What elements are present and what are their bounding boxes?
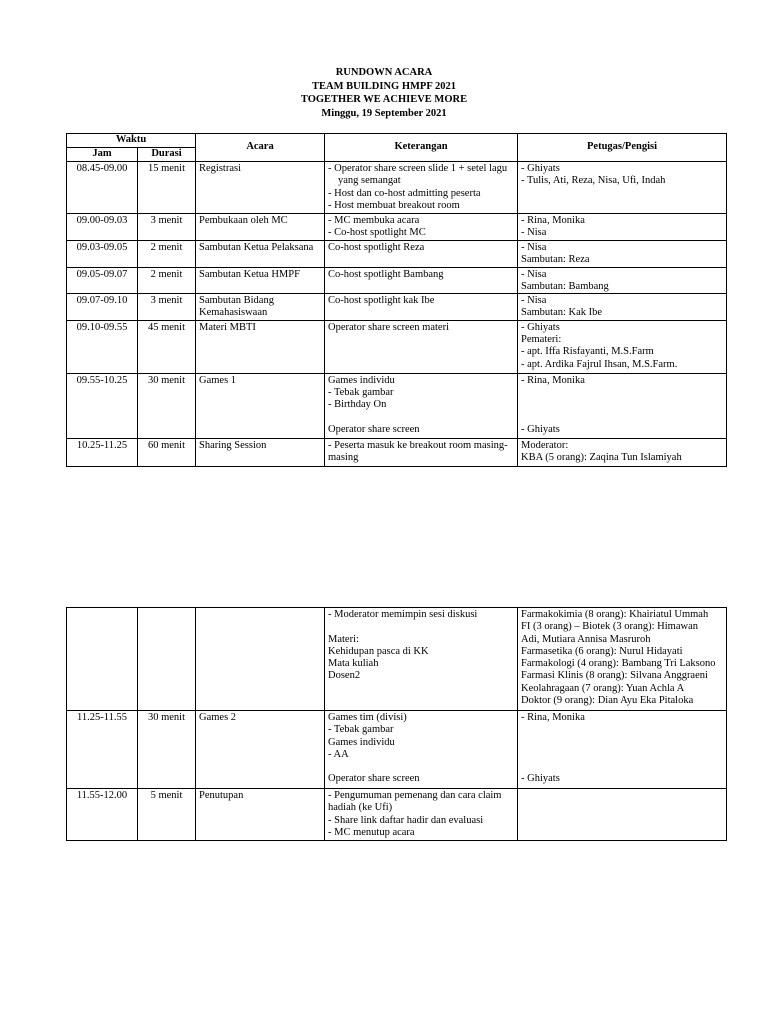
- petugas-line: [521, 387, 723, 399]
- acara-line: Games 1: [199, 374, 237, 386]
- cell-petugas: [518, 267, 727, 294]
- cell-jam: 09.55-10.25: [67, 373, 138, 438]
- acara-line: Pembukaan oleh MC: [199, 215, 288, 226]
- cell-jam: 09.05-09.07: [67, 267, 138, 294]
- petugas-line: - Ghiyats: [521, 163, 560, 174]
- table-row: [67, 608, 727, 711]
- petugas-line: [521, 412, 723, 424]
- cell-acara: [196, 241, 325, 268]
- cell-petugas: [518, 162, 727, 214]
- petugas-line: [521, 749, 723, 761]
- cell-acara: [196, 162, 325, 214]
- acara-line: Materi MBTI: [199, 321, 256, 333]
- cell-durasi: 15 menit: [138, 162, 196, 214]
- cell-jam: [67, 608, 138, 711]
- petugas-line: Pemateri:: [521, 334, 562, 346]
- keterangan-line: masing: [328, 452, 359, 464]
- petugas-line: Farmakologi (4 orang): Bambang Tri Laksono: [521, 658, 716, 670]
- keterangan-line: Operator share screen: [328, 423, 420, 435]
- header-petugas: Petugas/Pengisi: [518, 134, 727, 162]
- petugas-line: [521, 399, 723, 411]
- rundown-table-page2: [66, 607, 727, 841]
- header-durasi: Durasi: [138, 148, 196, 162]
- cell-acara: [196, 608, 325, 711]
- keterangan-line: - Share link daftar hadir dan evaluasi: [328, 814, 484, 826]
- petugas-line: - Tulis, Ati, Reza, Nisa, Ufi, Indah: [521, 175, 666, 187]
- cell-petugas: [518, 241, 727, 268]
- cell-jam: 11.55-12.00: [67, 789, 138, 841]
- keterangan-line: hadiah (ke Ufi): [328, 802, 393, 814]
- title-tagline: TOGETHER WE ACHIEVE MORE: [300, 94, 468, 105]
- cell-acara: [196, 789, 325, 841]
- header-jam: Jam: [67, 148, 138, 162]
- keterangan-line: - MC membuka acara: [328, 215, 420, 226]
- petugas-line: Farmasi Klinis (8 orang): Silvana Anggraeni: [521, 670, 708, 682]
- cell-acara: [196, 438, 325, 466]
- cell-durasi: 30 menit: [138, 711, 196, 789]
- petugas-line: Doktor (9 orang): Dian Ayu Eka Pitaloka: [521, 695, 694, 707]
- table-row: [67, 241, 727, 268]
- title-rundown: RUNDOWN ACARA: [335, 67, 433, 78]
- petugas-line: [521, 737, 723, 749]
- keterangan-line: [328, 412, 514, 424]
- keterangan-line: [328, 695, 514, 707]
- title-event: TEAM BUILDING HMPF 2021: [312, 80, 456, 92]
- keterangan-line: yang semangat: [338, 175, 401, 187]
- petugas-line: - Ghiyats: [521, 773, 560, 785]
- keterangan-line: Kehidupan pasca di KK: [328, 645, 429, 657]
- cell-keterangan: [325, 373, 518, 438]
- petugas-line: KBA (5 orang): Zaqina Tun Islamiyah: [521, 452, 682, 464]
- cell-jam: 10.25-11.25: [67, 438, 138, 466]
- cell-durasi: 3 menit: [138, 294, 196, 321]
- cell-durasi: 3 menit: [138, 214, 196, 241]
- cell-keterangan: [325, 320, 518, 373]
- keterangan-line: Games individu: [328, 736, 395, 748]
- keterangan-line: [328, 761, 514, 773]
- acara-line: Sambutan Ketua HMPF: [199, 268, 300, 280]
- cell-keterangan: [325, 608, 518, 711]
- header-acara: Acara: [196, 134, 325, 162]
- keterangan-line: [328, 346, 514, 358]
- keterangan-line: - Operator share screen slide 1 + setel lagu: [328, 163, 508, 174]
- cell-acara: [196, 373, 325, 438]
- cell-jam: 11.25-11.55: [67, 711, 138, 789]
- cell-durasi: 30 menit: [138, 373, 196, 438]
- petugas-line: Moderator:: [521, 439, 569, 451]
- keterangan-line: - Moderator memimpin sesi diskusi: [328, 609, 478, 620]
- table-row: [67, 373, 727, 438]
- petugas-line: Adi, Mutiara Annisa Masruroh: [521, 633, 651, 645]
- keterangan-line: Mata kuliah: [328, 658, 379, 670]
- petugas-line: - Ghiyats: [521, 423, 560, 435]
- petugas-line: FI (3 orang) – Biotek (3 orang): Himawan: [521, 621, 698, 633]
- cell-durasi: 2 menit: [138, 241, 196, 268]
- petugas-line: - Rina, Monika: [521, 712, 585, 723]
- cell-acara: [196, 267, 325, 294]
- cell-jam: 09.10-09.55: [67, 320, 138, 373]
- keterangan-line: - AA: [328, 748, 349, 760]
- cell-durasi: 5 menit: [138, 789, 196, 841]
- petugas-line: Sambutan: Reza: [521, 254, 590, 266]
- keterangan-line: [328, 621, 514, 633]
- cell-acara: [196, 294, 325, 321]
- petugas-line: [521, 188, 723, 200]
- cell-petugas: [518, 711, 727, 789]
- petugas-line: - Nisa: [521, 268, 547, 280]
- petugas-line: [521, 790, 723, 802]
- cell-jam: 09.00-09.03: [67, 214, 138, 241]
- keterangan-line: [328, 307, 514, 319]
- keterangan-line: - Host membuat breakout room: [328, 199, 460, 211]
- keterangan-line: [328, 281, 514, 293]
- cell-keterangan: [325, 711, 518, 789]
- petugas-line: - Nisa: [521, 242, 547, 253]
- keterangan-line: - Peserta masuk ke breakout room masing-: [328, 439, 508, 451]
- keterangan-line: - Pengumuman pemenang dan cara claim: [328, 790, 502, 801]
- petugas-line: Sambutan: Kak Ibe: [521, 307, 603, 319]
- table-row: [67, 267, 727, 294]
- cell-keterangan: [325, 162, 518, 214]
- petugas-line: Keolahragaan (7 orang): Yuan Achla A: [521, 682, 685, 694]
- petugas-line: [521, 200, 723, 212]
- table-row: [67, 320, 727, 373]
- cell-acara: [196, 320, 325, 373]
- acara-line: Sharing Session: [199, 439, 267, 451]
- cell-durasi: 45 menit: [138, 320, 196, 373]
- keterangan-line: Operator share screen: [328, 773, 420, 785]
- cell-acara: [196, 214, 325, 241]
- petugas-line: - apt. Ardika Fajrul Ihsan, M.S.Farm.: [521, 358, 678, 370]
- keterangan-line: Co-host spotlight Reza: [328, 242, 425, 253]
- keterangan-line: - Birthday On: [328, 399, 387, 411]
- cell-durasi: 2 menit: [138, 267, 196, 294]
- table-row: [67, 162, 727, 214]
- cell-petugas: [518, 320, 727, 373]
- header-waktu: Waktu: [67, 134, 196, 148]
- table-row: [67, 789, 727, 841]
- acara-line: Kemahasiswaan: [199, 307, 268, 319]
- table-row: [67, 294, 727, 321]
- cell-keterangan: [325, 241, 518, 268]
- acara-line: Sambutan Bidang: [199, 295, 274, 307]
- keterangan-line: Co-host spotlight kak Ibe: [328, 295, 435, 307]
- petugas-line: Sambutan: Bambang: [521, 280, 609, 292]
- petugas-line: [521, 724, 723, 736]
- cell-keterangan: [325, 267, 518, 294]
- acara-line: Games 2: [199, 712, 237, 723]
- petugas-line: [521, 815, 723, 827]
- keterangan-line: - Co-host spotlight MC: [328, 227, 426, 239]
- cell-acara: [196, 711, 325, 789]
- cell-keterangan: [325, 789, 518, 841]
- cell-petugas: [518, 294, 727, 321]
- cell-petugas: [518, 214, 727, 241]
- cell-jam: 09.07-09.10: [67, 294, 138, 321]
- petugas-line: [521, 827, 723, 839]
- keterangan-line: [328, 334, 514, 346]
- keterangan-line: - Host dan co-host admitting peserta: [328, 187, 481, 199]
- cell-jam: 09.03-09.05: [67, 241, 138, 268]
- petugas-line: [521, 761, 723, 773]
- keterangan-line: Games individu: [328, 374, 395, 386]
- cell-petugas: [518, 438, 727, 466]
- petugas-line: - apt. Iffa Risfayanti, M.S.Farm: [521, 346, 654, 358]
- acara-line: Penutupan: [199, 790, 244, 801]
- cell-petugas: [518, 789, 727, 841]
- acara-line: Registrasi: [199, 163, 242, 174]
- keterangan-line: Operator share screen materi: [328, 321, 449, 333]
- petugas-line: Farmakokimia (8 orang): Khairiatul Ummah: [521, 609, 709, 620]
- cell-jam: 08.45-09.00: [67, 162, 138, 214]
- keterangan-line: [328, 254, 514, 266]
- petugas-line: - Ghiyats: [521, 321, 560, 333]
- keterangan-line: - Tebak gambar: [328, 387, 394, 399]
- cell-petugas: [518, 608, 727, 711]
- cell-keterangan: [325, 214, 518, 241]
- petugas-line: - Nisa: [521, 295, 547, 307]
- cell-durasi: [138, 608, 196, 711]
- cell-keterangan: [325, 438, 518, 466]
- rundown-table-page1: [66, 133, 727, 467]
- keterangan-line: [328, 359, 514, 371]
- keterangan-line: Dosen2: [328, 670, 361, 682]
- petugas-line: - Nisa: [521, 227, 547, 239]
- cell-keterangan: [325, 294, 518, 321]
- keterangan-line: Games tim (divisi): [328, 712, 407, 723]
- keterangan-line: Materi:: [328, 633, 359, 645]
- keterangan-line: - Tebak gambar: [328, 724, 394, 736]
- title-date: Minggu, 19 September 2021: [321, 107, 447, 119]
- cell-durasi: 60 menit: [138, 438, 196, 466]
- table-row: [67, 214, 727, 241]
- petugas-line: [521, 802, 723, 814]
- keterangan-line: Co-host spotlight Bambang: [328, 268, 444, 280]
- table-row: [67, 711, 727, 789]
- keterangan-line: - MC menutup acara: [328, 826, 415, 838]
- header-keterangan: Keterangan: [325, 134, 518, 162]
- cell-petugas: [518, 373, 727, 438]
- petugas-line: Farmasetika (6 orang): Nurul Hidayati: [521, 645, 683, 657]
- acara-line: Sambutan Ketua Pelaksana: [199, 242, 314, 253]
- table-row: [67, 438, 727, 466]
- petugas-line: - Rina, Monika: [521, 215, 585, 226]
- petugas-line: - Rina, Monika: [521, 374, 585, 386]
- keterangan-line: [328, 683, 514, 695]
